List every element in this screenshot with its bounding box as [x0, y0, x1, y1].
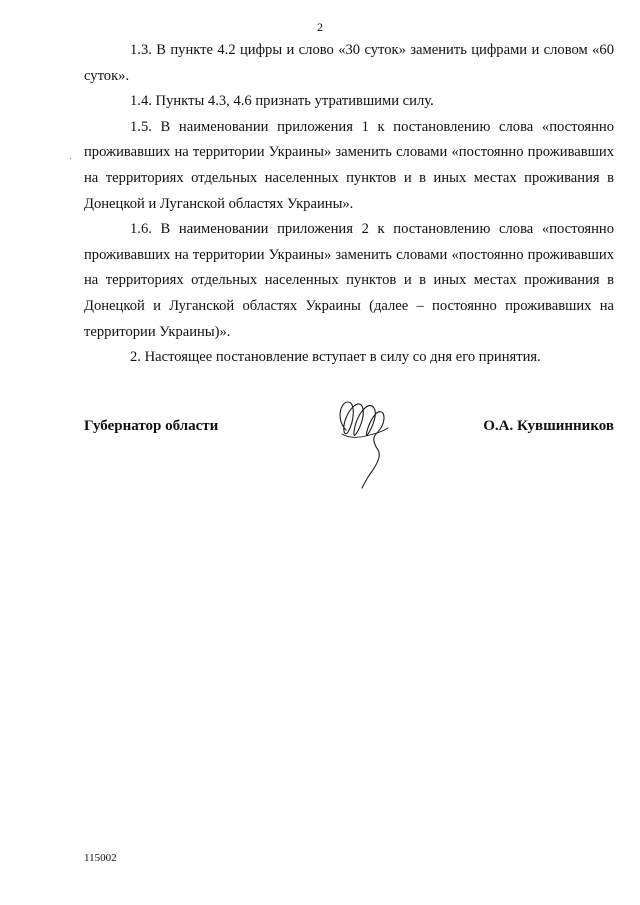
paragraph-1-6: 1.6. В наименовании приложения 2 к постановлению слова «постоянно проживавших на территории Украины» заменить словами «постоянно проживавших на территориях отдельных населенных пунктов и в иных местах проживания в Донецкой и Луганской областях Украины (далее – постоянно проживавших на территории Украины)».	[84, 221, 614, 340]
paragraph-1-5: 1.5. В наименовании приложения 1 к постановлению слова «постоянно проживавших на территории Украины» заменить словами «постоянно проживавших на территориях отдельных населенных пунктов и в иных местах проживания в Донецкой и Луганской областях Украины».	[84, 118, 614, 212]
scan-speck	[70, 158, 71, 159]
paragraph-1-3: 1.3. В пункте 4.2 цифры и слово «30 суток» заменить цифрами и словом «60 суток».	[84, 42, 614, 84]
document-code: 115002	[84, 852, 117, 864]
document-body	[84, 38, 614, 371]
page-number: 2	[317, 20, 323, 34]
paragraph-1-4: 1.4. Пункты 4.3, 4.6 признать утратившими силу.	[130, 93, 434, 110]
signatory-title: Губернатор области	[84, 418, 219, 434]
handwritten-signature	[334, 394, 394, 490]
signatory-name: О.А. Кувшинников	[483, 418, 614, 434]
paragraph-2: 2. Настоящее постановление вступает в силу со дня его принятия.	[130, 349, 541, 366]
